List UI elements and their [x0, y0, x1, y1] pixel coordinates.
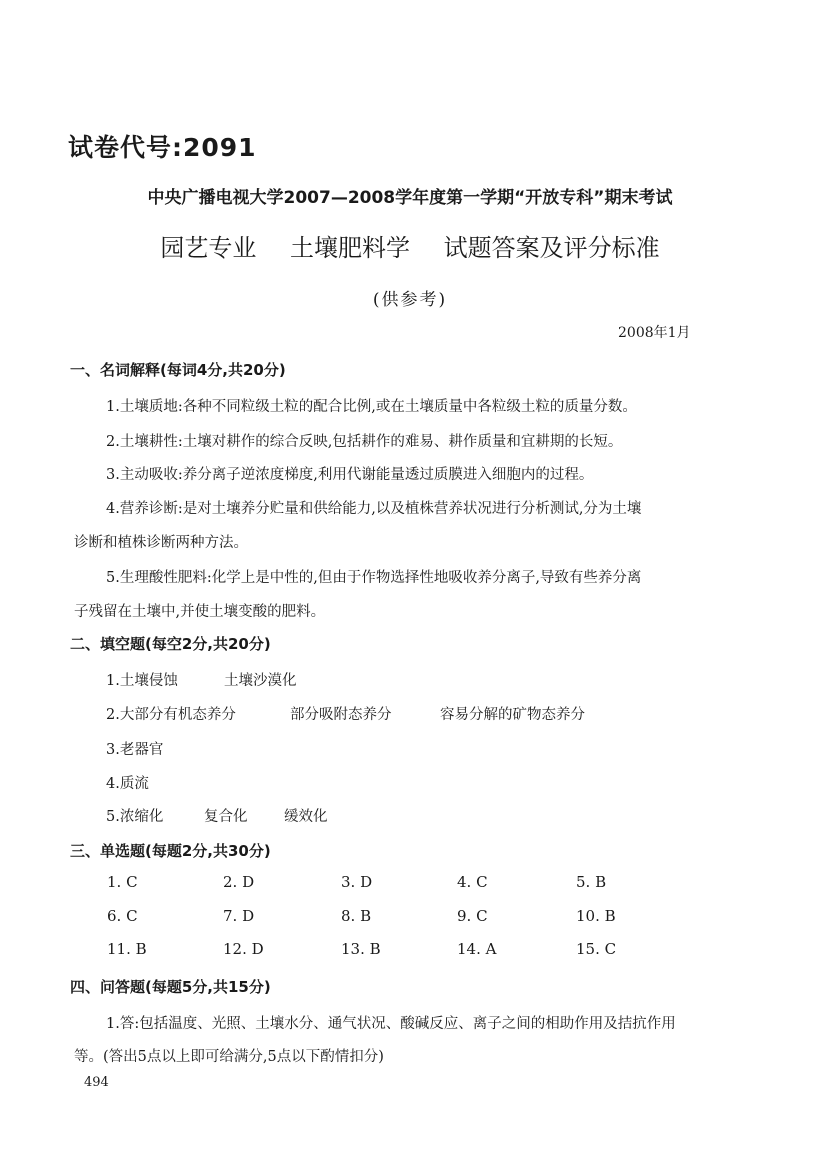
fill-blank-answer: 4.质流 — [106, 776, 149, 792]
fill-blank-row — [106, 805, 328, 826]
mc-answer: 5. B — [576, 873, 607, 891]
mc-answer: 12. D — [223, 940, 264, 958]
fill-blank-answer: 2.大部分有机态养分 — [106, 707, 236, 723]
reference-note: (供参考) — [372, 290, 448, 310]
fill-blank-answer: 复合化 — [204, 809, 248, 825]
mc-answer: 1. C — [107, 873, 138, 891]
fill-blank-row — [106, 669, 297, 690]
definition-item: 1.土壤质地:各种不同粒级土粒的配合比例,或在土壤质量中各粒级土粒的质量分数。 — [106, 399, 637, 415]
mc-answer: 11. B — [107, 940, 147, 958]
title-major: 园艺专业 — [160, 234, 257, 262]
document-title — [0, 228, 820, 263]
mc-answer: 8. B — [341, 907, 372, 925]
mc-answer: 14. A — [457, 940, 497, 958]
paper-code: 试卷代号:2091 — [68, 133, 257, 162]
fill-blank-answer: 3.老器官 — [106, 742, 164, 758]
page-number: 494 — [84, 1075, 109, 1090]
fill-blank-answer: 部分吸附态养分 — [290, 707, 392, 723]
fill-blank-row — [106, 738, 163, 759]
mc-answer: 2. D — [223, 873, 255, 891]
definition-item: 2.土壤耕性:土壤对耕作的综合反映,包括耕作的难易、耕作质量和宜耕期的长短。 — [106, 434, 623, 450]
section-4-heading: 四、问答题(每题5分,共15分) — [70, 978, 271, 996]
fill-blank-answer: 容易分解的矿物态养分 — [440, 707, 585, 723]
mc-answer: 6. C — [107, 907, 138, 925]
essay-answer: 1.答:包括温度、光照、土壤水分、通气状况、酸碱反应、离子之间的相助作用及拮抗作用 — [106, 1016, 676, 1032]
mc-answer: 13. B — [341, 940, 381, 958]
section-1-heading: 一、名词解释(每词4分,共20分) — [70, 361, 286, 379]
title-doc: 试题答案及评分标准 — [443, 234, 660, 262]
definition-item: 3.主动吸收:养分离子逆浓度梯度,利用代谢能量透过质膜进入细胞内的过程。 — [106, 467, 594, 483]
exam-title: 中央广播电视大学2007—2008学年度第一学期“开放专科”期末考试 — [147, 188, 673, 208]
section-3-heading: 三、单选题(每题2分,共30分) — [70, 842, 271, 860]
mc-answer: 9. C — [457, 907, 488, 925]
mc-answer: 10. B — [576, 907, 616, 925]
exam-date: 2008年1月 — [618, 325, 691, 341]
definition-item-continued: 诊断和植株诊断两种方法。 — [74, 535, 248, 551]
definition-item: 4.营养诊断:是对土壤养分贮量和供给能力,以及植株营养状况进行分析测试,分为土壤 — [106, 501, 642, 517]
fill-blank-answer: 5.浓缩化 — [106, 809, 164, 825]
title-course: 土壤肥料学 — [290, 234, 410, 262]
fill-blank-answer: 1.土壤侵蚀 — [106, 673, 178, 689]
fill-blank-answer: 缓效化 — [284, 809, 328, 825]
essay-answer-continued: 等。(答出5点以上即可给满分,5点以下酌情扣分) — [74, 1049, 384, 1065]
fill-blank-row — [106, 772, 149, 793]
definition-item-continued: 子残留在土壤中,并使土壤变酸的肥料。 — [74, 604, 326, 620]
fill-blank-row — [106, 703, 585, 724]
mc-answer: 7. D — [223, 907, 255, 925]
mc-answer: 4. C — [457, 873, 488, 891]
definition-item: 5.生理酸性肥料:化学上是中性的,但由于作物选择性地吸收养分离子,导致有些养分离 — [106, 570, 642, 586]
section-2-heading: 二、填空题(每空2分,共20分) — [70, 635, 271, 653]
mc-answer: 15. C — [576, 940, 617, 958]
mc-answer: 3. D — [341, 873, 373, 891]
fill-blank-answer: 土壤沙漠化 — [224, 673, 297, 689]
